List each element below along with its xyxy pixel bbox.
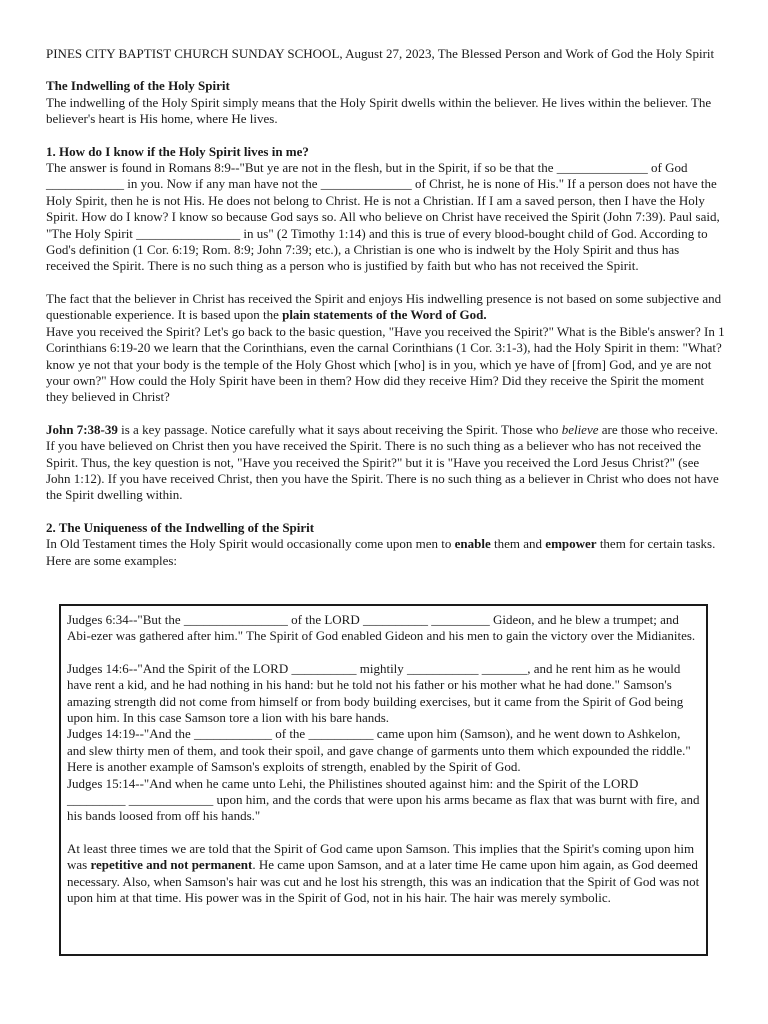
scripture-reference: John 7:38-39 — [46, 421, 118, 437]
paragraph-text: At least three times we are told that the Spirit of God came upon Samson. This implies that the Spirit's coming upon him was — [67, 840, 695, 873]
italic-emphasis: believe — [561, 421, 599, 437]
section-1-heading: 1. How do I know if the Holy Spirit lives in me? — [46, 143, 309, 159]
document-title: PINES CITY BAPTIST CHURCH SUNDAY SCHOOL, August 27, 2023, The Blessed Person and Work of God the Holy Spirit — [46, 46, 715, 61]
example-judges-6-34: Judges 6:34--"But the ________________ of the LORD __________ _________ Gideon, and he blew a trumpet; and Abi-ezer was gathered after him." The Spirit of God enabled Gideon and his men to gain the victory over the Midianites. — [67, 612, 696, 644]
document-page — [46, 46, 726, 569]
paragraph-text: In Old Testament times the Holy Spirit would occasionally come upon men to — [46, 536, 455, 552]
bold-emphasis: empower — [545, 536, 597, 552]
example-judges-14-6: Judges 14:6--"And the Spirit of the LORD __________ mightily ___________ _______, and he rent him as he would have rent a kid, and he had nothing in his hand: but he told not his father or his mother what he had done." Samson's amazing strength did not come from himself or from body building exercises, but it came from the Spirit of God being upon him. In this case Samson tore a lion with his bare hands. — [67, 660, 684, 726]
paragraph-text: them and — [490, 536, 546, 552]
section-1-paragraph-corinthians: Have you received the Spirit? Let's go back to the basic question, "Have you received the Spirit?" What is the Bible's answer? In 1 Corinthians 6:19-20 we learn that the Corinthians, even the carnal Corinthians (1 Cor. 3:1-3), had the Holy Spirit in them: "What? know ye not that your body is the temple of the Holy Ghost which [who] is in you, which ye have of [from] God, and ye are not your own?" How could the Holy Spirit have been in them? How did they receive Him? Did they receive the Spirit the moment they believed in Christ? — [46, 323, 725, 405]
bold-emphasis: enable — [454, 536, 491, 552]
paragraph-text: is a key passage. Notice carefully what it says about receiving the Spirit. Those who — [117, 421, 562, 437]
section-1-paragraph-romans: The answer is found in Romans 8:9--"But ye are not in the flesh, but in the Spirit, if so be that the ______________ of God ____________ in you. Now if any man have not the ______________ of Christ, he is none of His." If a person does not have the Holy Spirit, then he is not His. He does not belong to Christ. He is not a Christian. If I am a saved person, then I have the Holy Spirit. How do I know? I know so because God says so. All who believe on Christ have received the Spirit (John 7:39). Paul said, "The Holy Spirit ________________ in us" (2 Timothy 1:14) and this is true of every blood-bought child of God. According to God's definition (1 Cor. 6:19; Rom. 8:9; John 7:39; etc.), a Christian is one who is indwelt by the Holy Spirit and thus has received the Spirit. There is no such thing as a person who is justified by faith but who has not received the Spirit. — [46, 160, 720, 274]
section-1-paragraph-word-of-god — [46, 291, 726, 324]
paragraph-text: are those who receive. If you have believed on Christ then you have received the Spirit. There is no such thing as a believer who has not received the Spirit. Thus, the key question is not, "Have you received the Spirit?" but it is "Have you received the Lord Jesus Christ?" (see John 1:12). If you have received Christ, then you have the Spirit. There is no such thing as a believer in Christ who does not have the Spirit dwelling within. — [46, 421, 719, 503]
section-2-heading: 2. The Uniqueness of the Indwelling of the Spirit — [46, 519, 315, 535]
examples-box — [59, 604, 708, 956]
paragraph-text: The fact that the believer in Christ has received the Spirit and enjoys His indwelling presence is not based on some subjective and questionable experience. It is based upon the — [46, 290, 722, 323]
bold-emphasis: repetitive and not permanent — [90, 857, 253, 873]
indwelling-intro: The indwelling of the Holy Spirit simply means that the Holy Spirit dwells within the believer. He lives within the believer. The believer's heart is His home, where He lives. — [46, 94, 712, 127]
paragraph-text: . He came upon Samson, and at a later time He came upon him again, as God deemed necessary. Also, when Samson's hair was cut and he lost his strength, this was an indication that the Spirit of God was not upon him at that time. His power was in the Spirit of God, not in his hair. The hair was merely symbolic. — [67, 857, 700, 906]
bold-emphasis: plain statements of the Word of God. — [282, 307, 487, 323]
paragraph-text: them for certain tasks. Here are some examples: — [46, 536, 716, 568]
example-judges-14-19: Judges 14:19--"And the ____________ of the __________ came upon him (Samson), and he went down to Ashkelon, and slew thirty men of them, and took their spoil, and gave change of garments unto them which expounded the riddle." Here is another example of Samson's exploits of strength, enabled by the Spirit of God. — [67, 726, 691, 775]
section-1-paragraph-john — [46, 422, 726, 504]
indwelling-heading: The Indwelling of the Holy Spirit — [46, 78, 230, 94]
examples-summary — [67, 841, 700, 907]
section-2-intro — [46, 536, 726, 569]
example-judges-15-14: Judges 15:14--"And when he came unto Lehi, the Philistines shouted against him: and the Spirit of the LORD _________ _____________ upon him, and the cords that were upon his arms became as flax that was burnt with fire, and his bands loosed from off his hands." — [67, 775, 700, 824]
